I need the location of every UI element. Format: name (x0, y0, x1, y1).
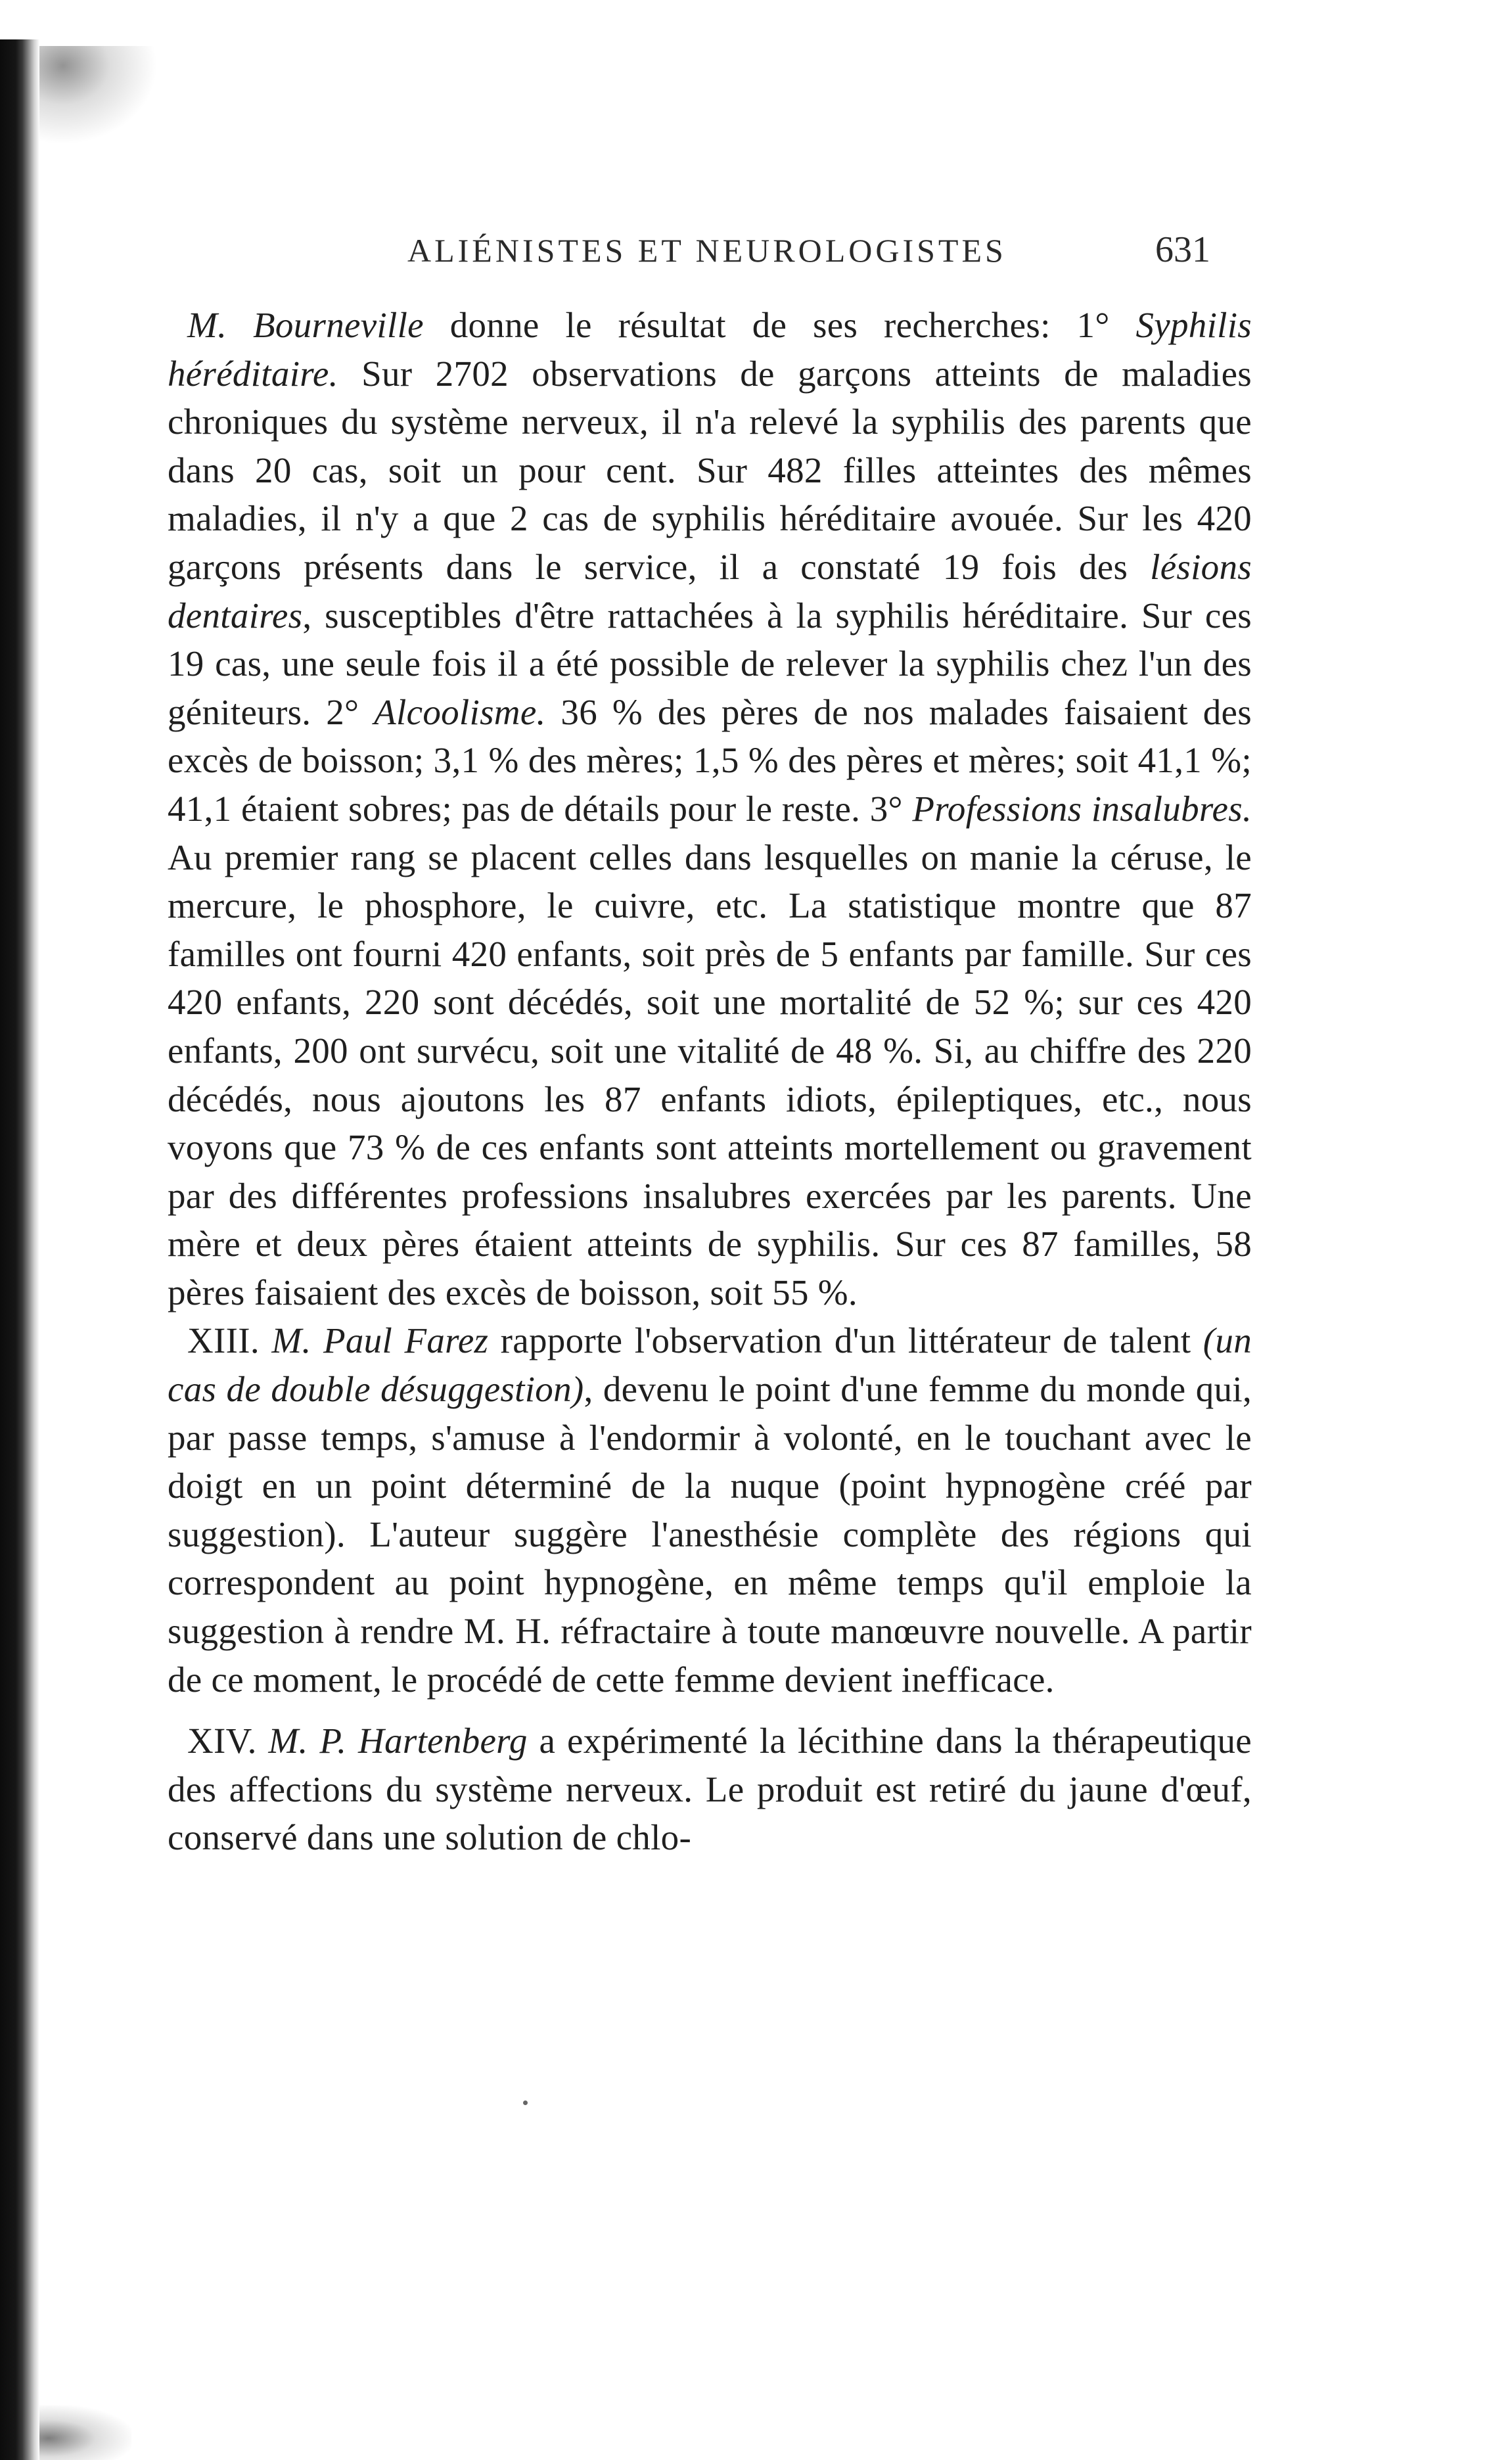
text-run: Sur 2702 observations de garçons atteints de maladies chroniques du système nerveux, il n'a relevé la syphilis des parents que dans 20 cas, soit un pour cent. Sur 482 filles atteintes des mêmes maladies, il n'y a que 2 cas de syphilis héréditaire avouée. Sur les 420 garçons présents dans le service, il a constaté 19 fois des (168, 353, 1252, 587)
italic-text-run: M. Bourneville (187, 305, 424, 345)
italic-text-run: Professions insalubres. (912, 788, 1252, 829)
italic-text-run: Alcoolisme. (374, 691, 546, 732)
text-run: 36 % des pères de nos malades faisaient des excès de boisson; 3,1 % des mères; 1,5 % des pères et mères; soit 41,1 %; 41,1 étaient sobres; pas de détails pour le reste. 3° (168, 691, 1252, 829)
italic-text-run: (un cas de double désuggestion) (168, 1320, 1252, 1410)
page-binding-edge (0, 39, 39, 2460)
page-number: 631 (1155, 229, 1210, 270)
scan-smudge-bottom (39, 2405, 131, 2460)
text-run: donne le résultat de ses recherches: 1° (423, 305, 1136, 345)
page-body (168, 301, 1252, 1862)
paragraph-xiii-farez (168, 1316, 1252, 1704)
italic-text-run: Syphilis héréditaire. (168, 305, 1252, 394)
scan-smudge-top (39, 46, 158, 145)
italic-text-run: M. P. Hartenberg (268, 1721, 528, 1761)
text-run: rapporte l'observation d'un littérateur de talent (488, 1320, 1203, 1361)
text-run: , devenu le point d'une femme du monde qui, par passe temps, s'amuse à l'endormir à volonté, en le touchant avec le doigt en un point déterminé de la nuque (point hypnogène créé par suggestion). L'auteur suggère l'anesthésie complète des régions qui correspondent au point hypnogène, en même temps qu'il emploie la suggestion à rendre M. H. réfractaire à toute manœuvre nouvelle. A partir de ce moment, le procédé de cette femme devient inefficace. (168, 1369, 1252, 1700)
italic-text-run: lésions dentaires (168, 546, 1252, 636)
stray-mark (523, 2100, 528, 2105)
text-run: Au premier rang se placent celles dans lesquelles on manie la céruse, le mercure, le phosphore, le cuivre, etc. La statistique montre que 87 familles ont fourni 420 enfants, soit près de 5 enfants par famille. Sur ces 420 enfants, 220 sont décédés, soit une mortalité de 52 %; sur ces 420 enfants, 200 ont survécu, soit une vitalité de 48 %. Si, au chiffre des 220 décédés, nous ajoutons les 87 enfants idiots, épileptiques, etc., nous voyons que 73 % de ces enfants sont atteints mortellement ou gravement par des différentes professions insalubres exercées par les parents. Une mère et deux pères étaient atteints de syphilis. Sur ces 87 familles, 58 pères faisaient des excès de boisson, soit 55 %. (168, 837, 1252, 1312)
running-head: ALIÉNISTES ET NEUROLOGISTES (407, 232, 1007, 269)
text-run: XIV. (187, 1721, 269, 1761)
text-run: a expérimenté la lécithine dans la thérapeutique des affections du système nerveux. Le produit est retiré du jaune d'œuf, conservé dans une solution de chlo- (168, 1721, 1252, 1858)
paragraph-bourneville (168, 301, 1252, 1316)
italic-text-run: M. Paul Farez (271, 1320, 489, 1361)
text-run: , susceptibles d'être rattachées à la syphilis héréditaire. Sur ces 19 cas, une seule fois il a été possible de relever la syphilis chez l'un des géniteurs. 2° (168, 595, 1252, 732)
paragraph-xiv-hartenberg (168, 1717, 1252, 1862)
text-run: XIII. (187, 1320, 272, 1361)
